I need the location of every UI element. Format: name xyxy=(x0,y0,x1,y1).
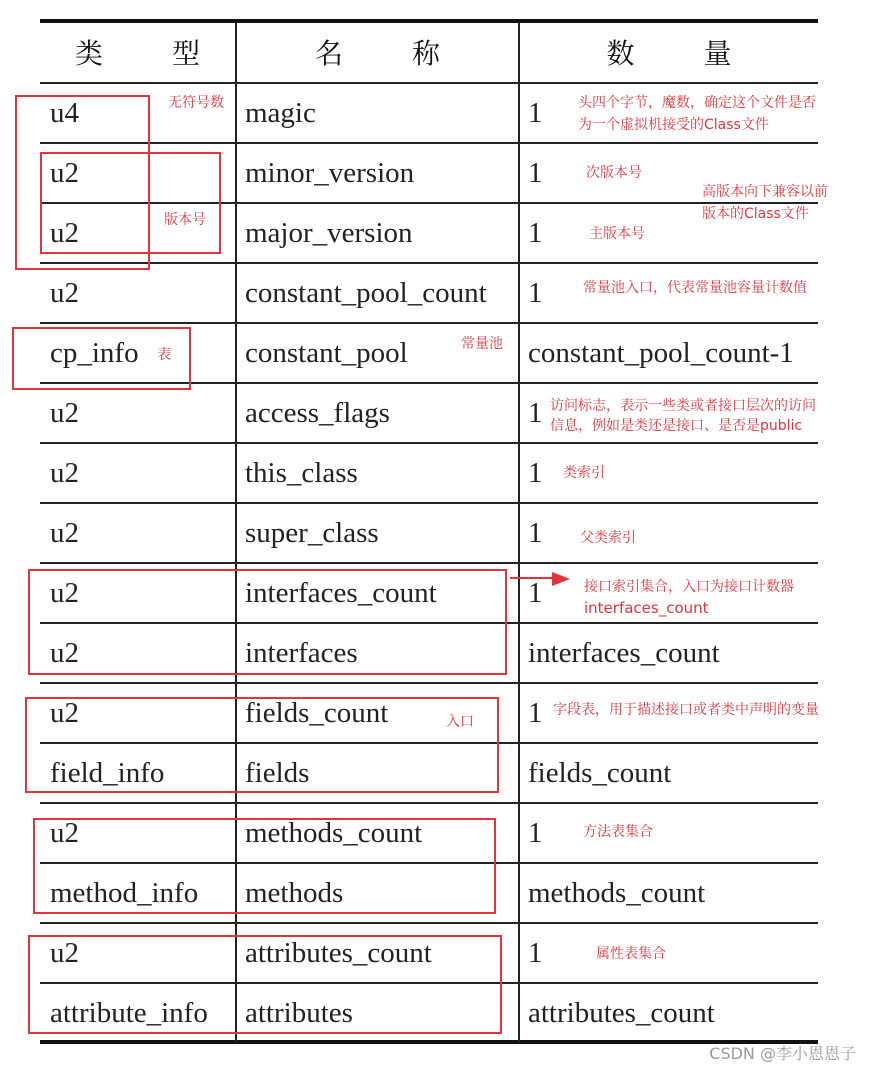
annotation-access-flags: 信息，例如是类还是接口、是否是public xyxy=(550,418,803,434)
annotation-version-number: 版本号 xyxy=(164,212,206,228)
annotation-compat: 高版本向下兼容以前 xyxy=(702,184,828,200)
row-rule xyxy=(40,262,818,264)
header-count: 数 量 xyxy=(606,37,762,70)
cell-type: u2 xyxy=(50,157,79,189)
cell-type: u4 xyxy=(50,97,79,129)
cell-type: u2 xyxy=(50,397,79,429)
annotation-minor-version: 次版本号 xyxy=(586,165,642,181)
cell-count: 1 xyxy=(528,217,543,249)
cell-type: u2 xyxy=(50,577,79,609)
row-rule xyxy=(40,322,818,324)
annotation-interfaces: 接口索引集合，入口为接口计数器 xyxy=(584,579,794,595)
highlight-box-attributes xyxy=(28,935,502,1034)
row-rule xyxy=(40,502,818,504)
cell-name: attributes_count xyxy=(245,937,432,969)
cell-name: fields xyxy=(245,757,310,789)
cell-count: 1 xyxy=(528,397,543,429)
column-divider xyxy=(518,22,520,1042)
cell-type: u2 xyxy=(50,937,79,969)
cell-count: 1 xyxy=(528,697,543,729)
cell-count: 1 xyxy=(528,277,543,309)
row-rule xyxy=(40,682,818,684)
row-rule xyxy=(40,802,818,804)
cell-type: u2 xyxy=(50,457,79,489)
cell-count: methods_count xyxy=(528,877,706,909)
cell-type: field_info xyxy=(50,757,165,789)
cell-name: methods xyxy=(245,877,344,909)
annotation-constant-pool: 常量池 xyxy=(461,336,503,352)
row-rule xyxy=(40,562,818,564)
cell-name: constant_pool xyxy=(245,337,408,369)
cell-name: interfaces xyxy=(245,637,358,669)
cell-name: methods_count xyxy=(245,817,423,849)
cell-count: attributes_count xyxy=(528,997,715,1029)
cell-count: interfaces_count xyxy=(528,637,720,669)
arrow-icon xyxy=(508,570,572,592)
highlight-box-methods xyxy=(33,818,496,914)
cell-name: access_flags xyxy=(245,397,390,429)
row-rule xyxy=(40,922,818,924)
cell-type: method_info xyxy=(50,877,199,909)
cell-name: attributes xyxy=(245,997,353,1029)
highlight-box-version xyxy=(40,152,221,254)
cell-type: u2 xyxy=(50,217,79,249)
cell-count: 1 xyxy=(528,577,543,609)
cell-type: cp_info xyxy=(50,337,139,369)
annotation-major-version: 主版本号 xyxy=(589,226,645,242)
cell-type: u2 xyxy=(50,697,79,729)
cell-type: u2 xyxy=(50,817,79,849)
cell-count: fields_count xyxy=(528,757,672,789)
cell-count: 1 xyxy=(528,157,543,189)
annotation-interfaces: interfaces_count xyxy=(584,599,709,617)
cell-type: u2 xyxy=(50,637,79,669)
highlight-box-fields xyxy=(25,697,499,793)
annotation-unsigned-number: 无符号数 xyxy=(168,95,224,111)
annotation-access-flags: 访问标志，表示一些类或者接口层次的访问 xyxy=(550,398,816,414)
cell-count: 1 xyxy=(528,457,543,489)
cell-type: attribute_info xyxy=(50,997,208,1029)
cell-name: this_class xyxy=(245,457,358,489)
annotation-magic: 为一个虚拟机接受的Class文件 xyxy=(578,117,769,133)
annotation-fields: 字段表，用于描述接口或者类中声明的变量 xyxy=(553,702,819,718)
annotation-attributes: 属性表集合 xyxy=(596,946,666,962)
cell-name: magic xyxy=(245,97,316,129)
cell-name: major_version xyxy=(245,217,413,249)
header-rule xyxy=(40,82,818,84)
annotation-compat: 版本的Class文件 xyxy=(702,206,809,222)
cell-name: minor_version xyxy=(245,157,415,189)
annotation-methods: 方法表集合 xyxy=(583,824,653,840)
cell-name: fields_count xyxy=(245,697,389,729)
annotation-table: 表 xyxy=(157,347,171,363)
table-bottom-rule xyxy=(40,1040,818,1044)
cell-name: interfaces_count xyxy=(245,577,437,609)
annotation-super-class: 父类索引 xyxy=(580,530,636,546)
annotation-this-class: 类索引 xyxy=(563,465,605,481)
annotation-cp-count: 常量池入口，代表常量池容量计数值 xyxy=(583,280,807,296)
header-name: 名 称 xyxy=(315,37,470,70)
cell-count: constant_pool_count-1 xyxy=(528,337,794,369)
row-rule xyxy=(40,442,818,444)
row-rule xyxy=(40,142,818,144)
annotation-magic: 头四个字节，魔数，确定这个文件是否 xyxy=(578,95,816,111)
cell-name: super_class xyxy=(245,517,379,549)
cell-type: u2 xyxy=(50,277,79,309)
watermark: CSDN @李小恩恩子 xyxy=(709,1044,856,1063)
cell-name: constant_pool_count xyxy=(245,277,487,309)
annotation-entry: 入口 xyxy=(446,714,474,730)
cell-count: 1 xyxy=(528,517,543,549)
cell-count: 1 xyxy=(528,817,543,849)
cell-count: 1 xyxy=(528,937,543,969)
highlight-box-interfaces xyxy=(28,569,507,675)
cell-count: 1 xyxy=(528,97,543,129)
cell-type: u2 xyxy=(50,517,79,549)
header-type: 类 型 xyxy=(75,37,230,70)
